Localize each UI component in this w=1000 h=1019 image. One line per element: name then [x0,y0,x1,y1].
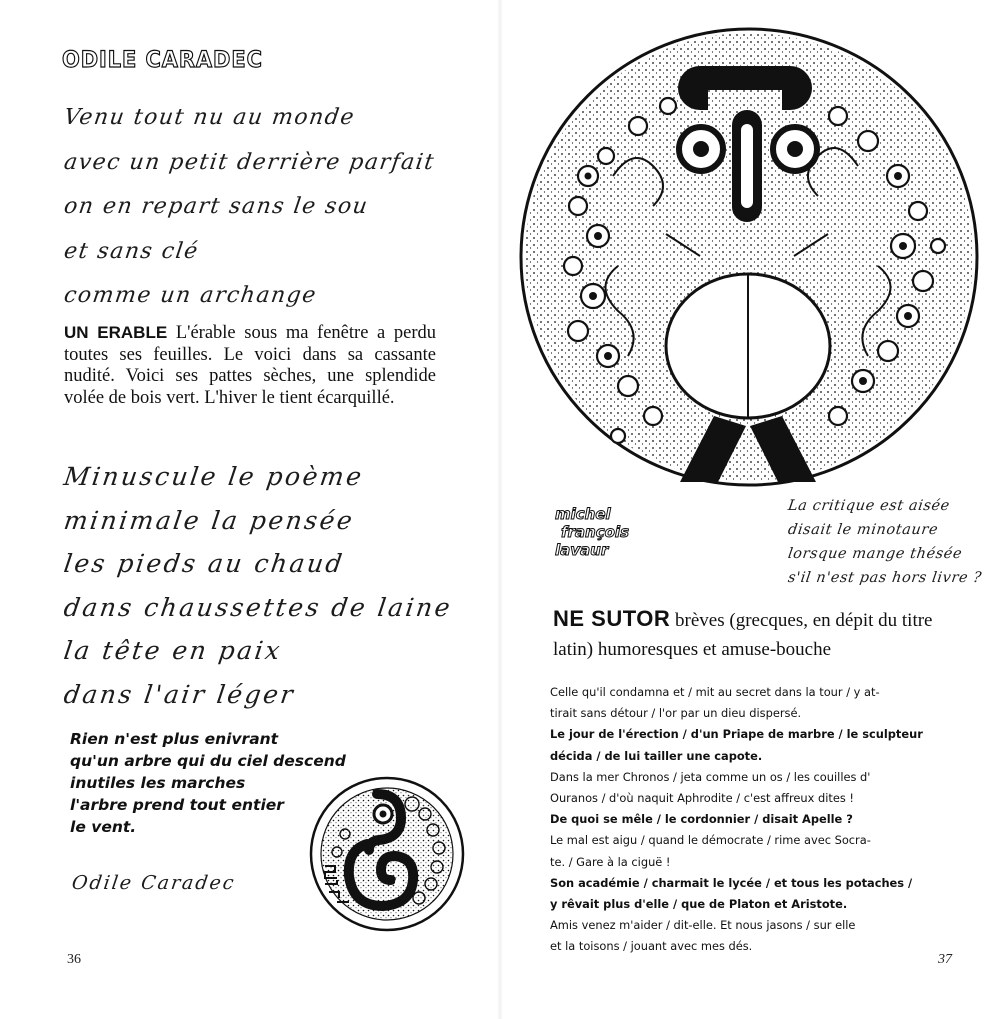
handwritten-poem-2 [61,455,474,716]
breves-line: Le mal est aigu / quand le démocrate / rime avec Socra- [550,833,871,848]
poem-line: dans chaussettes de laine [61,592,455,622]
section-title: NE SUTOR [553,606,671,631]
breves-line: décida / de lui tailler une capote. [550,748,763,763]
breves-text [550,682,950,958]
page-number: 37 [938,952,952,967]
breves-line: De quoi se mêle / le cordonnier / disait Apelle ? [550,812,853,827]
handwritten-poem-1 [64,96,464,319]
breves-line: Amis venez m'aider / dit-elle. Et nous jasons / sur elle [550,918,856,933]
artist-signature-line: michel [555,505,611,523]
page-number: 36 [67,952,81,967]
right-page [500,0,1000,1019]
breves-line: tirait sans détour / l'or par un dieu dispersé. [550,706,802,721]
poem-line: on en repart sans le sou [62,194,371,219]
breves-line: Le jour de l'érection / d'un Priape de marbre / le sculpteur [550,727,923,742]
handwritten-note [788,494,988,590]
erable-prose [64,322,436,409]
poem-line: l'arbre prend tout entier [70,796,284,814]
author-signature: Odile Caradec [70,872,238,894]
small-roundel-illustration [307,774,467,934]
artist-signature-line: françois [561,523,629,541]
note-line: La critique est aisée [786,498,951,514]
erable-title: UN ERABLE [64,323,168,342]
breves-line: Celle qu'il condamna et / mit au secret dans la tour / y at- [550,685,880,699]
poem-line: Minuscule le poème [61,462,366,491]
poem-line: minimale la pensée [61,505,357,535]
poem-line: la tête en paix [61,636,284,665]
section-subtitle: brèves (grecques, en dépit du titre latin) humoresques et amuse-bouche [553,610,933,660]
artist-signature [555,505,645,559]
erable-text: L'érable sous ma fenêtre a perdu toutes ses feuilles. Le voici dans sa cassante nudité. Voici ses pattes sèches, une splendide volée de bois vert. L'hiver le tient écarquillé. [64,323,437,408]
poem-line: et sans clé [62,238,201,264]
breves-line: et la toisons / jouant avec mes dés. [550,939,753,954]
breves-line: te. / Gare à la ciguë ! [550,854,671,869]
large-roundel-illustration [518,26,980,488]
breves-line: Dans la mer Chronos / jeta comme un os / les couilles d' [550,769,871,784]
poem-line: Venu tout nu au monde [62,105,357,130]
note-line: lorsque mange thésée [786,546,964,562]
note-line: disait le minotaure [786,522,940,538]
artist-signature-line: lavaur [555,541,609,559]
poem-line: avec un petit derrière parfait [62,149,437,175]
poem-line: comme un archange [62,283,319,308]
poem-line: inutiles les marches [70,774,246,792]
poem-line: Rien n'est plus enivrant [70,730,279,748]
author-heading: ODILE CARADEC [62,48,263,73]
section-heading [553,604,973,664]
note-line: s'il n'est pas hors livre ? [786,570,983,586]
poem-line: dans l'air léger [61,679,298,709]
breves-line: y rêvait plus d'elle / que de Platon et Aristote. [550,897,848,912]
poem-line: les pieds au chaud [61,549,347,578]
poem-line: qu'un arbre qui du ciel descend [70,752,346,770]
breves-line: Son académie / charmait le lycée / et tous les potaches / [550,875,913,890]
poem-line: le vent. [70,818,137,836]
breves-line: Ouranos / d'où naquit Aphrodite / c'est affreux dites ! [550,791,854,806]
